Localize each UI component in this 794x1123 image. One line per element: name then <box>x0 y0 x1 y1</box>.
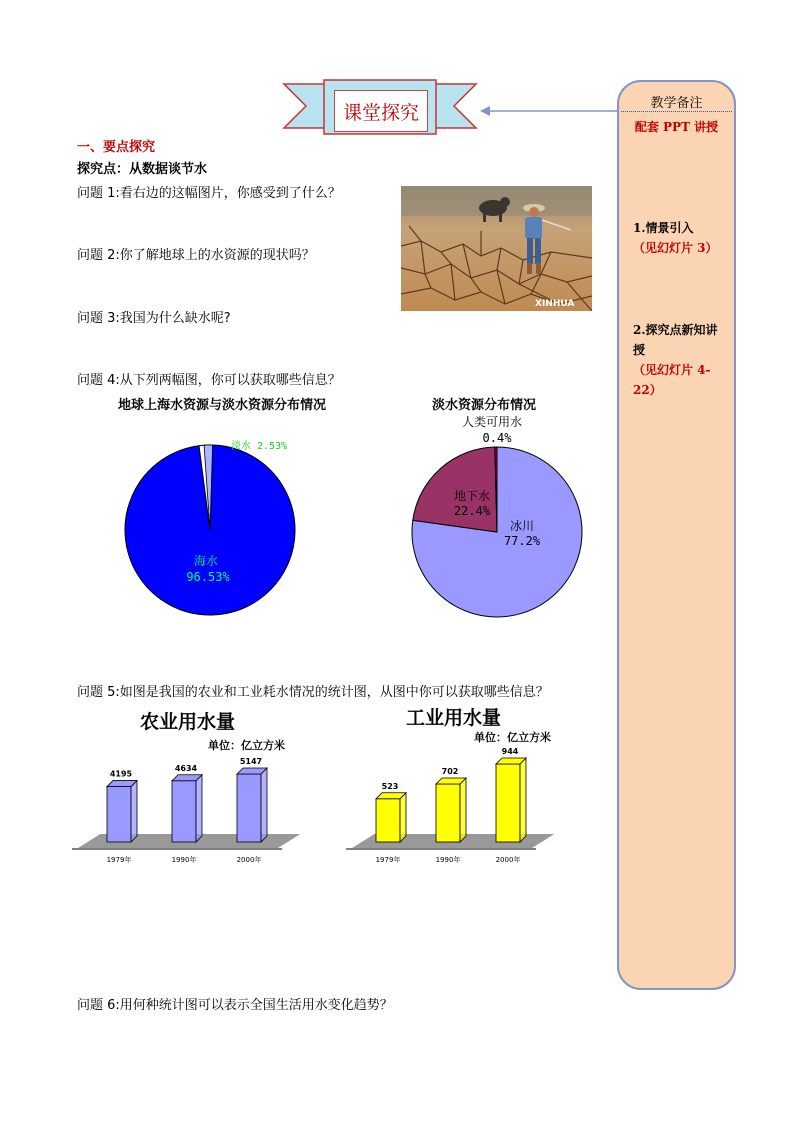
bar-1990年 <box>436 778 466 842</box>
bar-category-label: 1990年 <box>171 856 197 864</box>
note-2-title: 2.探究点新知讲授 <box>633 323 718 357</box>
bar-category-label: 1979年 <box>375 856 401 864</box>
bar-1990年 <box>172 775 202 842</box>
bar-chart-unit: 单位：亿立方米 <box>208 739 285 752</box>
banner-title: 课堂探究 <box>334 90 428 132</box>
drought-photo <box>401 186 592 311</box>
notes-title: 教学备注 <box>650 96 703 111</box>
bar-2000年 <box>237 768 267 842</box>
pie-chart-freshwater <box>400 412 600 627</box>
bar-value-label: 4195 <box>109 769 133 779</box>
note-1-ref: （见幻灯片 3） <box>633 241 718 255</box>
pie2-label-glacier: 冰川 <box>509 519 535 533</box>
pie1-label-seawater: 海水 <box>193 554 219 568</box>
bar-2000年 <box>496 758 526 842</box>
pie-chart-seawater <box>110 430 310 630</box>
bar-category-label: 1990年 <box>435 856 461 864</box>
note-2 <box>633 320 729 400</box>
bar-category-label: 1979年 <box>106 856 132 864</box>
bar-value-label: 5147 <box>239 757 263 766</box>
section-heading: 一、要点探究 <box>77 140 156 155</box>
bar-1979年 <box>107 781 137 842</box>
pie2-value-usable: 0.4% <box>482 431 512 445</box>
teaching-notes-panel <box>617 80 736 990</box>
notes-subtitle: 配套 PPT 讲授 <box>634 120 719 134</box>
photo-watermark: XINHUA <box>535 299 575 309</box>
pie2-value-glacier: 77.2% <box>503 534 541 548</box>
note-1-title: 1.情景引入 <box>633 221 694 235</box>
question-6: 问题 6:用何种统计图可以表示全国生活用水变化趋势？ <box>77 998 393 1013</box>
bar-category-label: 2000年 <box>236 856 262 864</box>
pie1-title: 地球上海水资源与淡水资源分布情况 <box>118 398 327 413</box>
question-1: 问题 1:看右边的这幅图片，你感受到了什么？ <box>77 186 341 201</box>
bar-chart-title: 工业用水量 <box>406 707 502 729</box>
bar-category-label: 2000年 <box>495 856 521 864</box>
question-4: 问题 4:从下列两幅图，你可以获取哪些信息？ <box>77 373 341 388</box>
bar-chart-agriculture <box>70 704 320 874</box>
question-5: 问题 5:如图是我国的农业和工业耗水情况的统计图，从图中你可以获取哪些信息？ <box>77 685 549 700</box>
pie1-value-seawater: 96.53% <box>186 570 230 584</box>
pie1-label-freshwater: 淡水 2.53% <box>231 441 288 452</box>
bar-value-label: 523 <box>381 781 399 791</box>
question-2: 问题 2:你了解地球上的水资源的现状吗？ <box>77 248 315 263</box>
arrow-left-icon <box>478 104 620 118</box>
note-1 <box>633 218 729 258</box>
note-2-ref: （见幻灯片 4-22） <box>633 363 711 397</box>
bar-1979年 <box>376 793 406 842</box>
bar-value-label: 702 <box>441 766 459 776</box>
bar-chart-unit: 单位：亿立方米 <box>474 731 551 744</box>
bar-value-label: 944 <box>501 747 519 756</box>
bar-value-label: 4634 <box>174 763 198 773</box>
question-3: 问题 3:我国为什么缺水呢? <box>77 311 231 326</box>
pie2-title: 淡水资源分布情况 <box>432 398 537 413</box>
bar-chart-title: 农业用水量 <box>140 711 236 733</box>
bar-chart-industry <box>344 700 574 870</box>
divider <box>621 111 732 112</box>
section-subheading: 探究点：从数据谈节水 <box>77 162 208 177</box>
pie2-label-usable: 人类可用水 <box>461 415 523 429</box>
pie2-value-groundwater: 22.4% <box>453 504 491 518</box>
pie2-label-groundwater: 地下水 <box>453 489 491 503</box>
